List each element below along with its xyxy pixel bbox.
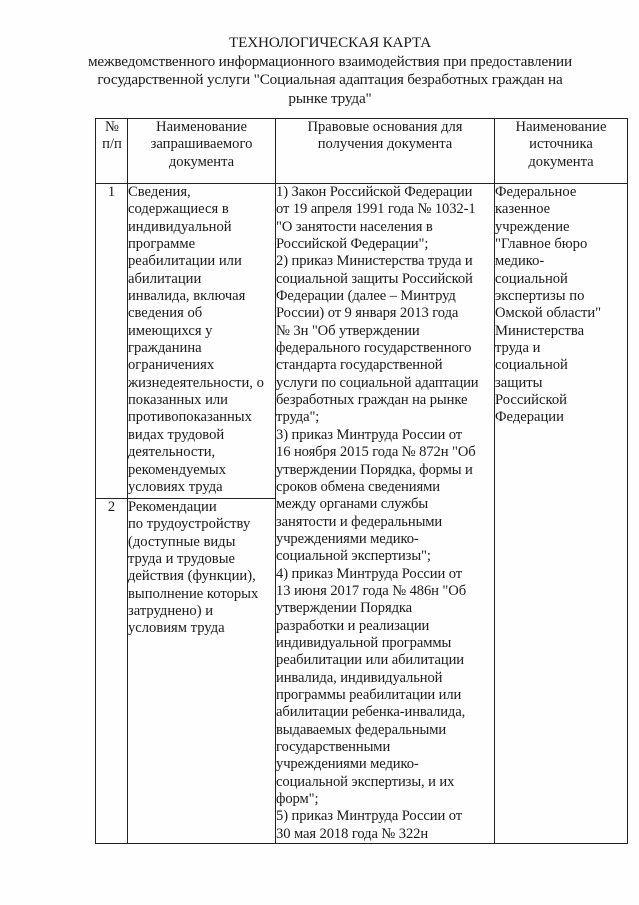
column-header-source-label: Наименование источника документа xyxy=(515,119,607,170)
requested-document-cell xyxy=(128,499,276,844)
column-header-number-label: № п/п xyxy=(102,119,122,153)
column-header-source xyxy=(495,119,628,184)
column-header-legal-basis xyxy=(276,119,495,184)
requested-document-cell xyxy=(128,184,276,499)
column-header-document-name xyxy=(128,119,276,184)
column-header-document-name-label: Наименование запрашиваемого документа xyxy=(150,119,253,170)
page-subtitle: межведомственного информационного взаимодействия при предоставлении государственной услуги "Социальная адаптация безработных граждан на рынке труда" xyxy=(87,52,573,107)
page-title: ТЕХНОЛОГИЧЕСКАЯ КАРТА xyxy=(228,34,432,51)
requested-document-name: Рекомендации по трудоустройству (доступные виды труда и трудовые действия (функции), выполнение которых затруднено) и условиям труда xyxy=(128,499,259,637)
document-heading xyxy=(80,34,580,108)
table-header-row xyxy=(96,119,628,184)
row-number: 2 xyxy=(96,499,128,844)
requested-document-name: Сведения, содержащиеся в индивидуальной программе реабилитации или абилитации инвалида, включая сведения об имеющихся у гражданина ограничениях жизнедеятельности, о показанных или противопоказанных видах трудовой деятельности, рекомендуемых условиях труда xyxy=(128,184,264,495)
column-header-number xyxy=(96,119,128,184)
table-row xyxy=(96,184,628,499)
legal-basis-text: 1) Закон Российской Федерации от 19 апреля 1991 года № 1032-1 "О занятости населения в Российской Федерации"; 2) приказ Министерства труда и социальной защиты Российской Федерации (далее – Минтруд России) от 9 января 2013 года № 3н "Об утверждении федерального государственного стандарта государственной услуги по социальной адаптации безработных граждан на рынке труда"; 3) приказ Минтруда России от 16 ноября 2015 года № 872н "Об утверждении Порядка, формы и сроков обмена сведениями между органами службы занятости и федеральными учреждениями медико- социальной экспертизы"; 4) приказ Минтруда России от 13 июня 2017 года № 486н "Об утверждении Порядка разработки и реализации индивидуальной программы реабилитации или абилитации инвалида, индивидуальной программы реабилитации или абилитации ребенка-инвалида, выдаваемых федеральными государственными учреждениями медико- социальной экспертизы, и их форм"; 5) приказ Минтруда России от 30 мая 2018 года № 322н xyxy=(276,184,479,842)
interaction-table xyxy=(95,118,628,844)
document-source-text: Федеральное казенное учреждение "Главное бюро медико- социальной экспертизы по Омской области" Министерства труда и социальной защиты Российской Федерации xyxy=(495,184,602,426)
row-number: 1 xyxy=(96,184,128,499)
document-source-cell xyxy=(495,184,628,844)
column-header-legal-basis-label: Правовые основания для получения документа xyxy=(307,119,463,153)
legal-basis-cell xyxy=(276,184,495,844)
